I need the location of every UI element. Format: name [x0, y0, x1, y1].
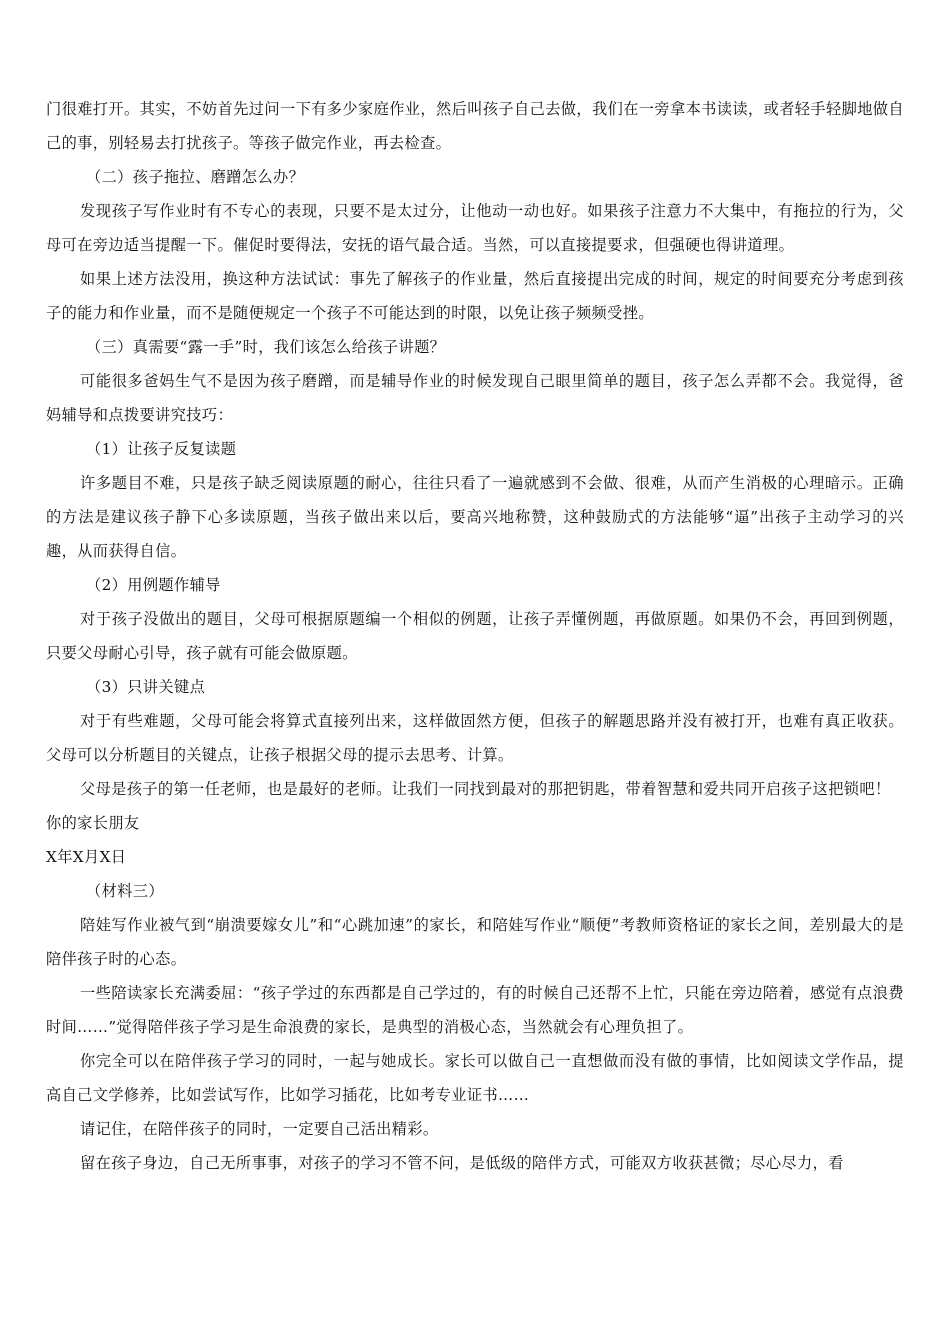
- signature-name: 你的家长朋友: [46, 814, 140, 832]
- paragraph-tutoring-skills: 可能很多爸妈生气不是因为孩子磨蹭，而是辅导作业的时候发现自己眼里简单的题目，孩子怎么弄都不会。我觉得，爸妈辅导和点拨要讲究技巧：: [46, 372, 904, 424]
- section-heading-2: （二）孩子拖拉、磨蹭怎么办？: [86, 168, 305, 186]
- section-heading-3: （三）真需要“露一手”时，我们该怎么给孩子讲题？: [86, 338, 446, 356]
- paragraph-closing: 父母是孩子的第一任老师，也是最好的老师。让我们一同找到最对的那把钥匙，带着智慧和爱共同开启孩子这把锁吧！: [80, 780, 891, 798]
- paragraph-distraction: 发现孩子写作业时有不专心的表现，只要不是太过分，让他动一动也好。如果孩子注意力不大集中，有拖拉的行为，父母可在旁边适当提醒一下。催促时要得法，安抚的语气最合适。当然，可以直接提要求，但强硬也得讲道理。: [46, 202, 904, 254]
- material-three-label: （材料三）: [86, 882, 164, 900]
- paragraph-reread: 许多题目不难，只是孩子缺乏阅读原题的耐心，往往只看了一遍就感到不会做、很难，从而产生消极的心理暗示。正确的方法是建议孩子静下心多读原题，当孩子做出来以后，要高兴地称赞，这种鼓励式的方法能够“逼”出孩子主动学习的兴趣，从而获得自信。: [46, 474, 904, 560]
- signature-date: X年X月X日: [46, 848, 127, 866]
- paragraph-time-limit: 如果上述方法没用，换这种方法试试：事先了解孩子的作业量，然后直接提出完成的时间，规定的时间要充分考虑到孩子的能力和作业量，而不是随便规定一个孩子不可能达到的时限，以免让孩子频频受挫。: [46, 270, 904, 322]
- paragraph-examples: 对于孩子没做出的题目，父母可根据原题编一个相似的例题，让孩子弄懂例题，再做原题。如果仍不会，再回到例题，只要父母耐心引导，孩子就有可能会做原题。: [46, 610, 904, 662]
- document-body: [46, 92, 904, 1180]
- subheading-examples: （2）用例题作辅导: [86, 576, 221, 594]
- paragraph-grow-together: 你完全可以在陪伴孩子学习的同时，一起与她成长。家长可以做自己一直想做而没有做的事情，比如阅读文学作品，提高自己文学修养，比如尝试写作，比如学习插花，比如考专业证书……: [46, 1052, 904, 1104]
- subheading-reread: （1）让孩子反复读题: [86, 440, 237, 458]
- paragraph-low-level-company: 留在孩子身边，自己无所事事，对孩子的学习不管不问，是低级的陪伴方式，可能双方收获甚微；尽心尽力，看: [80, 1154, 844, 1172]
- paragraph-grievance: 一些陪读家长充满委屈：“孩子学过的东西都是自己学过的，有的时候自己还帮不上忙，只能在旁边陪着，感觉有点浪费时间……”觉得陪伴孩子学习是生命浪费的家长，是典型的消极心态，当然就会有心理负担了。: [46, 984, 904, 1036]
- paragraph-homework-tip: 门很难打开。其实，不妨首先过问一下有多少家庭作业，然后叫孩子自己去做，我们在一旁拿本书读读，或者轻手轻脚地做自己的事，别轻易去打扰孩子。等孩子做完作业，再去检查。: [46, 100, 904, 152]
- paragraph-mindset: 陪娃写作业被气到“崩溃要嫁女儿”和“心跳加速”的家长，和陪娃写作业“顺便”考教师资格证的家长之间，差别最大的是陪伴孩子时的心态。: [46, 916, 904, 968]
- subheading-key-points: （3）只讲关键点: [86, 678, 206, 696]
- paragraph-key-points: 对于有些难题，父母可能会将算式直接列出来，这样做固然方便，但孩子的解题思路并没有被打开，也难有真正收获。父母可以分析题目的关键点，让孩子根据父母的提示去思考、计算。: [46, 712, 904, 764]
- paragraph-remember: 请记住，在陪伴孩子的同时，一定要自己活出精彩。: [80, 1120, 439, 1138]
